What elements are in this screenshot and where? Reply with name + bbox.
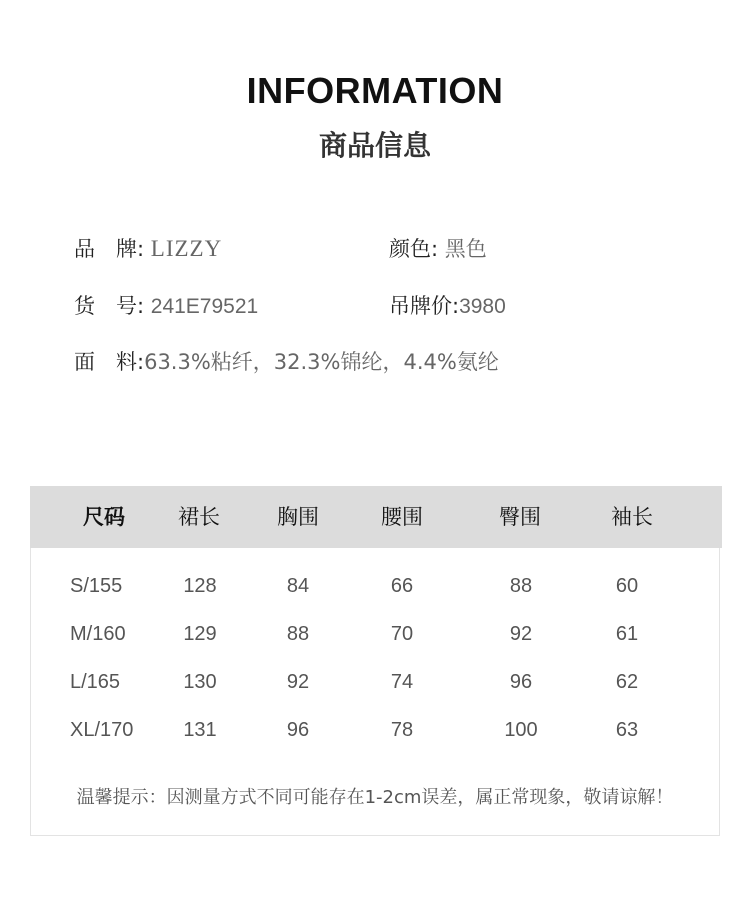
cell-hip: 96 xyxy=(509,671,533,693)
size-table xyxy=(30,486,720,836)
color-label: 颜色: xyxy=(389,237,439,261)
cell-bust: 96 xyxy=(286,719,310,741)
cell-skirt-length: 131 xyxy=(183,719,217,741)
page-title-cn: 商品信息 xyxy=(318,129,431,162)
fabric-info xyxy=(74,346,499,376)
table-row xyxy=(31,619,721,649)
cell-hip: 92 xyxy=(509,623,533,645)
price-value: 3980 xyxy=(459,295,506,318)
cell-waist: 66 xyxy=(390,575,414,597)
cell-bust: 92 xyxy=(286,671,310,693)
cell-bust: 88 xyxy=(286,623,310,645)
fabric-value: 63.3%粘纤，32.3%锦纶，4.4%氨纶 xyxy=(144,350,499,374)
header-hip: 臀围 xyxy=(499,505,541,529)
brand-info xyxy=(74,233,222,263)
cell-waist: 74 xyxy=(390,671,414,693)
cell-waist: 78 xyxy=(390,719,414,741)
cell-skirt-length: 129 xyxy=(183,623,217,645)
cell-bust: 84 xyxy=(286,575,310,597)
cell-sleeve-length: 60 xyxy=(615,575,639,597)
cell-size: XL/170 xyxy=(70,719,134,741)
cell-sleeve-length: 61 xyxy=(615,623,639,645)
cell-sleeve-length: 62 xyxy=(615,671,639,693)
fabric-label: 面 料: xyxy=(74,350,145,374)
sku-value: 241E79521 xyxy=(150,295,259,318)
price-label: 吊牌价: xyxy=(389,294,460,318)
header-skirt-length: 裙长 xyxy=(178,505,220,529)
measurement-note: 温馨提示：因测量方式不同可能存在1-2cm误差，属正常现象，敬请谅解！ xyxy=(76,787,674,808)
brand-label: 品 牌: xyxy=(74,237,145,261)
sku-info xyxy=(74,290,258,320)
cell-waist: 70 xyxy=(390,623,414,645)
price-info xyxy=(389,290,506,320)
header-bust: 胸围 xyxy=(277,505,319,529)
header-waist: 腰围 xyxy=(381,505,423,529)
color-info xyxy=(389,233,487,263)
cell-sleeve-length: 63 xyxy=(615,719,639,741)
sku-label: 货 号: xyxy=(74,294,145,318)
cell-hip: 88 xyxy=(509,575,533,597)
color-value: 黑色 xyxy=(444,237,487,261)
header-size: 尺码 xyxy=(83,505,125,529)
cell-size: M/160 xyxy=(70,623,126,645)
cell-skirt-length: 128 xyxy=(183,575,217,597)
cell-size: S/155 xyxy=(70,575,123,597)
brand-value: LIZZY xyxy=(150,236,223,261)
cell-hip: 100 xyxy=(504,719,538,741)
table-row xyxy=(31,667,721,697)
header-sleeve-length: 袖长 xyxy=(611,505,653,529)
table-row xyxy=(31,715,721,745)
size-table-header xyxy=(30,486,722,548)
cell-size: L/165 xyxy=(70,671,121,693)
page-title-en: INFORMATION xyxy=(246,70,504,111)
table-row xyxy=(31,571,721,601)
cell-skirt-length: 130 xyxy=(183,671,217,693)
